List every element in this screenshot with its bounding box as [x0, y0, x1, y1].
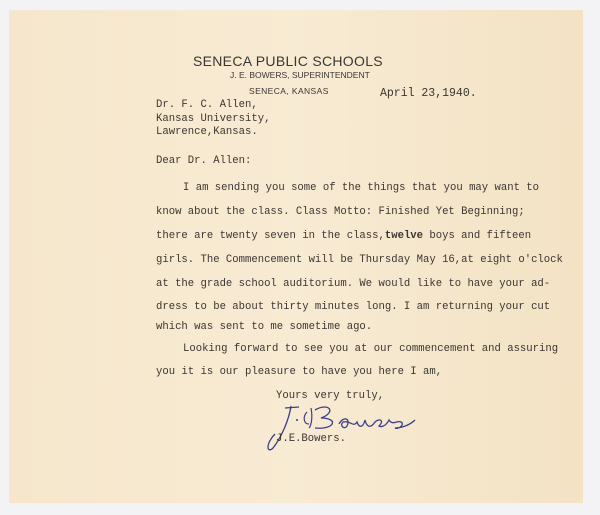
- body-text-bold: twelve: [384, 230, 424, 242]
- body-line: girls. The Commencement will be Thursday May 16,at eight o'clock: [156, 254, 563, 266]
- recipient-line: Lawrence,Kansas.: [156, 126, 258, 138]
- letterhead-org: SENECA PUBLIC SCHOOLS: [193, 53, 383, 69]
- body-line: which was sent to me sometime ago.: [156, 321, 373, 333]
- closing: Yours very truly,: [276, 390, 385, 402]
- letterhead-location: SENECA, KANSAS: [249, 86, 329, 96]
- body-line: you it is our pleasure to have you here I am,: [156, 366, 443, 378]
- body-line: dress to be about thirty minutes long. I am returning your cut: [156, 301, 551, 313]
- salutation: Dear Dr. Allen:: [156, 155, 252, 167]
- body-line: Looking forward to see you at our commencement and assuring: [183, 343, 559, 355]
- letterhead-superintendent: J. E. BOWERS, SUPERINTENDENT: [230, 70, 370, 80]
- body-line: [156, 230, 531, 242]
- letter-date: April 23,1940.: [380, 87, 477, 100]
- body-line: know about the class. Class Motto: Finished Yet Beginning;: [156, 206, 525, 218]
- recipient-line: Dr. F. C. Allen,: [156, 99, 258, 111]
- body-line: I am sending you some of the things that you may want to: [183, 182, 540, 194]
- signature-image: [259, 398, 429, 456]
- letter-page: [9, 10, 583, 503]
- body-text: there are twenty seven in the class,: [156, 230, 385, 242]
- recipient-line: Kansas University,: [156, 113, 271, 125]
- typed-name: J.E.Bowers.: [276, 433, 346, 445]
- body-line: at the grade school auditorium. We would like to have your ad-: [156, 278, 551, 290]
- body-text: boys and fifteen: [423, 230, 532, 242]
